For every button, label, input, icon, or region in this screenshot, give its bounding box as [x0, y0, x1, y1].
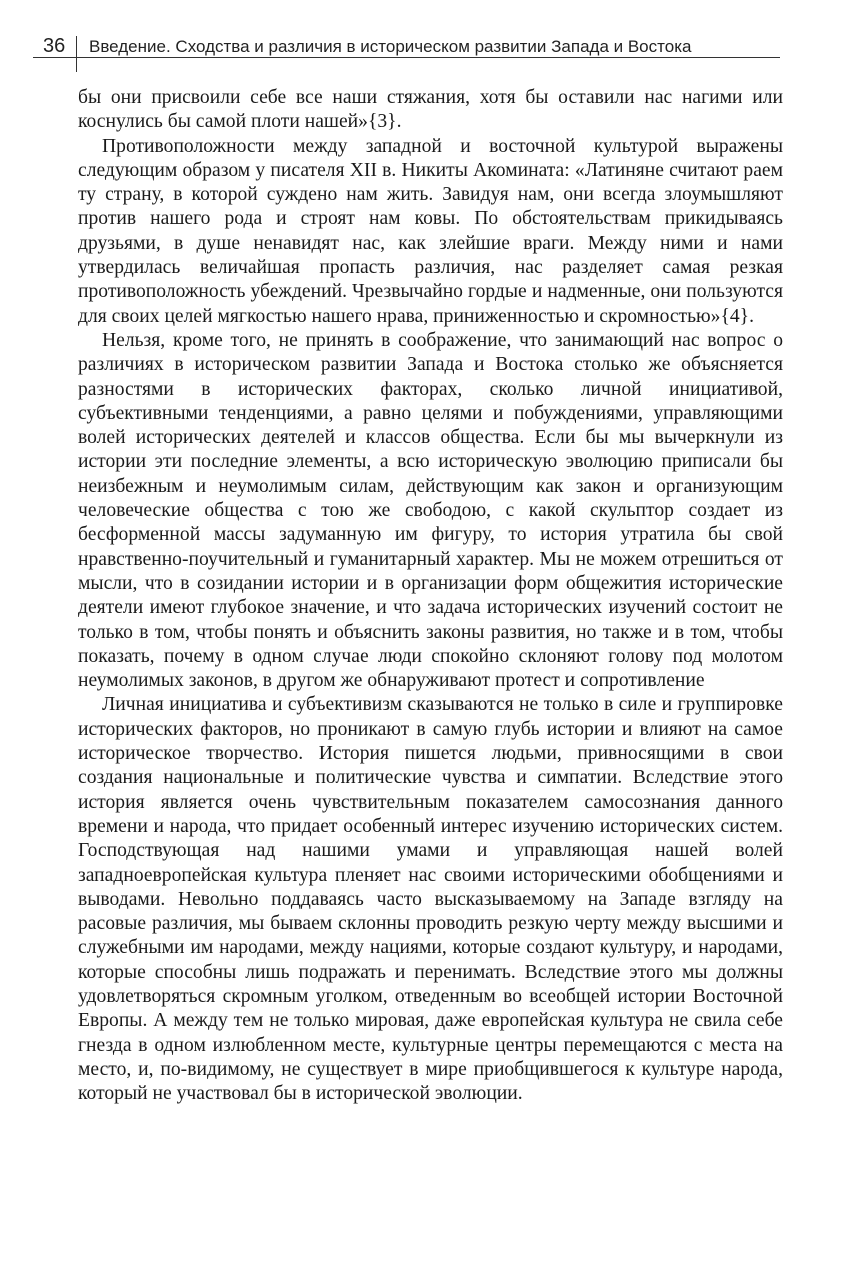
main-text — [78, 86, 783, 1106]
paragraph: Личная инициатива и субъективизм сказываются не только в силе и группировке исторических факторов, но проникают в самую глубь истории и влияют на самое историческое творчество. История пишется людьми, привносящими в свои создания национальные и политические чувства и симпатии. Вследствие этого история является очень чувствительным показателем самосознания данного времени и народа, что придает особенный интерес изучению исторических систем. Господствующая над нашими умами и управляющая нашей волей западноевропейская культура пленяет нас своими историческими обобщениями и выводами. Невольно поддаваясь часто высказываемому на Западе взгляду на расовые различия, мы бываем склонны проводить резкую черту между высшими и служебными им народами, между нациями, которые создают культуру, и народами, которые способны лишь подражать и перенимать. Вследствие этого мы должны удовлетворяться скромным уголком, отведенным во всеобщей истории Восточной Европы. А между тем не только мировая, даже европейская культура не свила себе гнезда в одном излюбленном месте, культурные центры перемещаются с места на место, и, по-видимому, не существует в мире приобщившегося к культуре народа, который не участвовал бы в исторической эволюции. — [78, 694, 783, 1105]
running-title: Введение. Сходства и различия в историческом развитии Запада и Востока — [89, 37, 692, 56]
page-header — [0, 0, 857, 80]
paragraph-continuation: бы они присвоили себе все наши стяжания, хотя бы оставили нас нагими или коснулись бы самой плоти нашей»{3}. — [78, 87, 783, 133]
page-number: 36 — [43, 35, 66, 57]
header-divider-vertical — [76, 36, 77, 72]
paragraph: Противоположности между западной и восточной культурой выражены следующим образом у писателя XII в. Никиты Акомината: «Латиняне считают раем ту страну, в которой суждено нам жить. Завидуя нам, они всегда злоумышляют против нашего рода и строят нам ковы. По обстоятельствам прикидываясь друзьями, в душе ненавидят нас, как злейшие враги. Между ними и нами утвердилась величайшая пропасть различия, нас разделяет самая резкая противоположность убеждений. Чрезвычайно гордые и надменные, они пользуются для своих целей мягкостью нашего нрава, приниженностью и скромностью»{4}. — [78, 135, 783, 327]
paragraph: Нельзя, кроме того, не принять в соображение, что занимающий нас вопрос о различиях в историческом развитии Запада и Востока столько же объясняется разностями в исторических факторах, сколько личной инициативой, субъективными тенденциями, а равно целями и побуждениями, управляющими волей исторических деятелей и классов общества. Если бы мы вычеркнули из истории эти последние элементы, а всю историческую эволюцию приписали бы неизбежным и неумолимым силам, действующим как закон и организующим человеческие общества с тою же свободою, с какой скульптор создает из бесформенной массы задуманную им фигуру, то история утратила бы свой нравственно-поучительный и гуманитарный характер. Мы не можем отрешиться от мысли, что в созидании истории и в организации форм общежития исторические деятели имеют глубокое значение, и что задача исторических изучений состоит не только в том, чтобы понять и объяснить законы развития, но также и в том, чтобы показать, почему в одном случае люди спокойно склоняют голову под молотом неумолимых законов, в другом же обнаруживают протест и сопротивление — [78, 329, 783, 692]
